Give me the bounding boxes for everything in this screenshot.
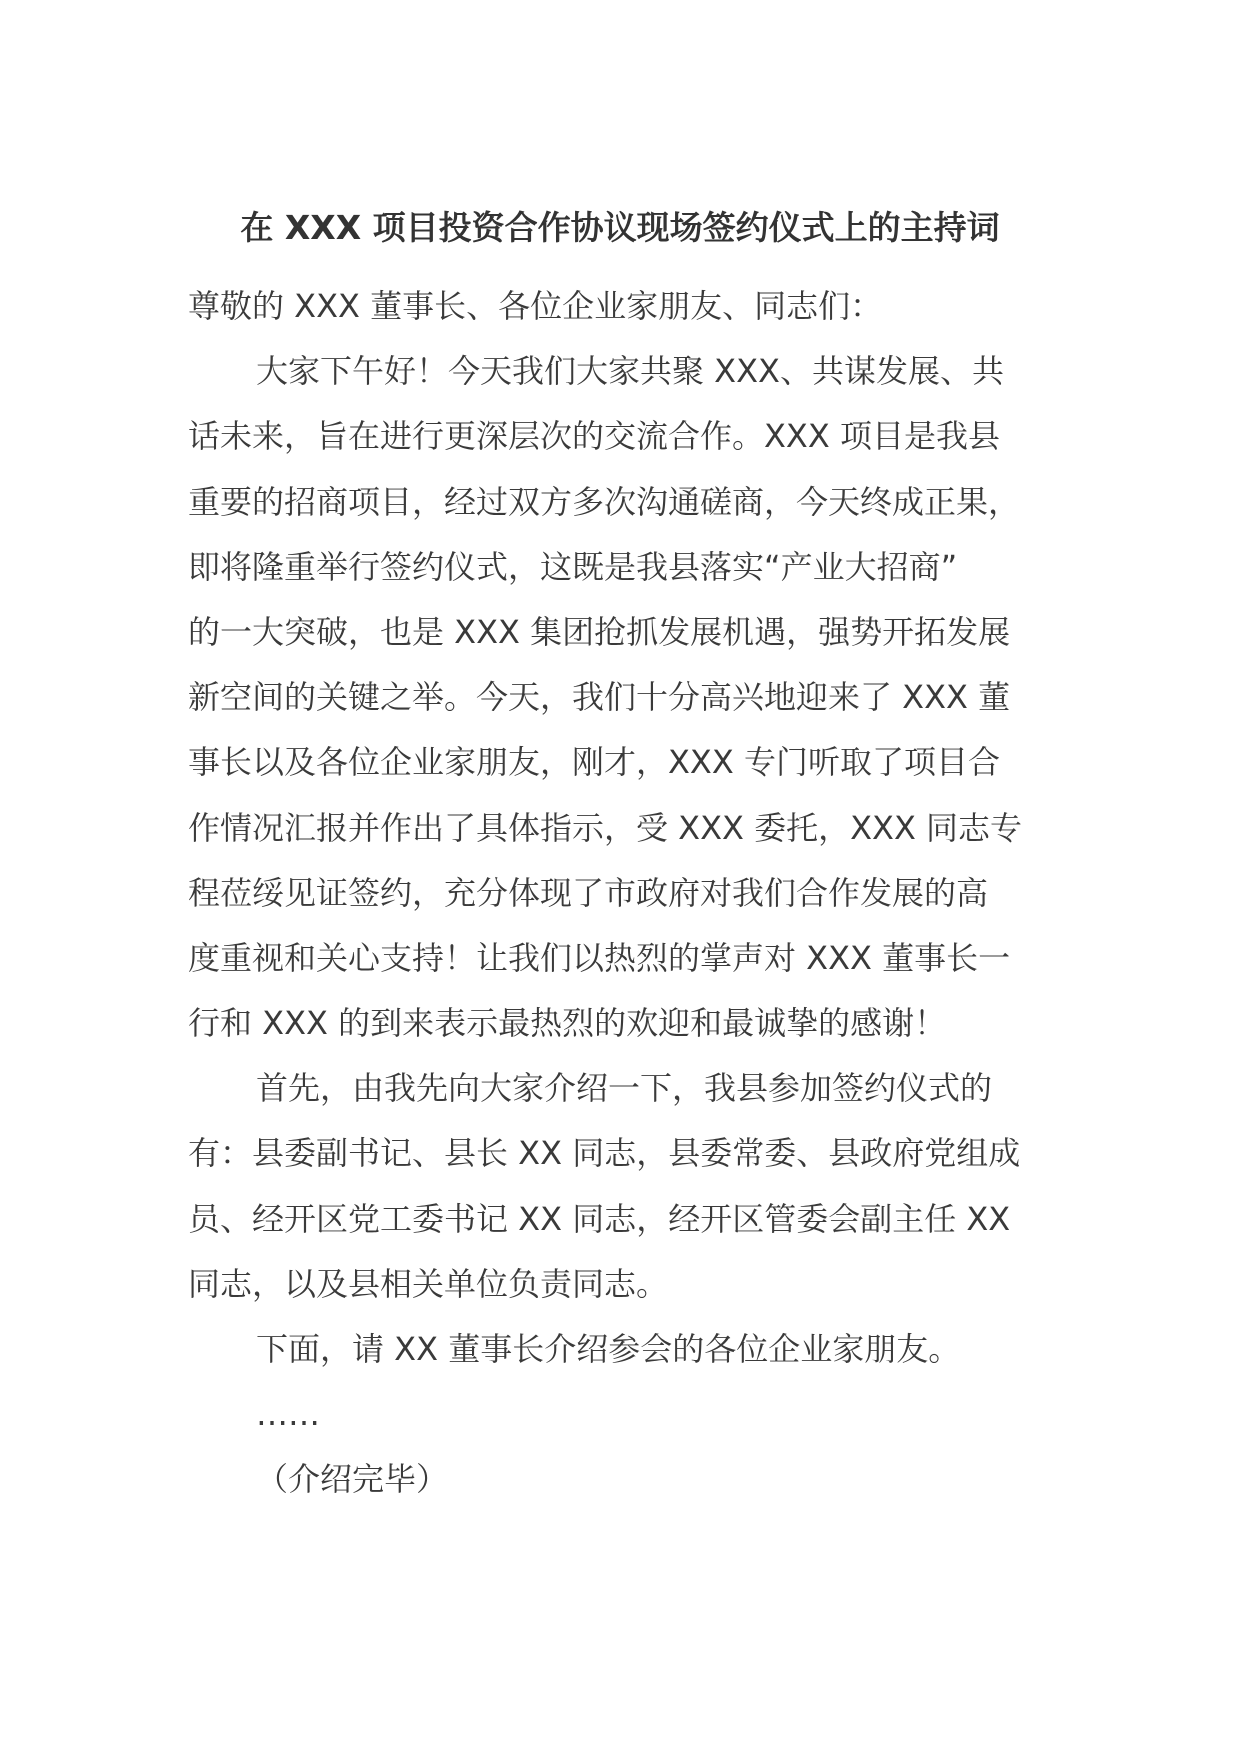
- text-line: 行和 XXX 的到来表示最热烈的欢迎和最诚挚的感谢！: [188, 1004, 947, 1043]
- text-line: 即将隆重举行签约仪式，这既是我县落实“产业大招商”: [188, 547, 958, 586]
- text-line: 首先，由我先向大家介绍一下，我县参加签约仪式的: [256, 1069, 993, 1108]
- text-line: 度重视和关心支持！让我们以热烈的掌声对 XXX 董事长一: [188, 938, 1011, 977]
- text-line: 同志，以及县相关单位负责同志。: [188, 1264, 669, 1303]
- text-line: 事长以及各位企业家朋友，刚才，XXX 专门听取了项目合: [188, 743, 1000, 782]
- text-line: 员、经开区党工委书记 XX 同志，经开区管委会副主任 XX: [188, 1199, 1011, 1238]
- text-line: 有：县委副书记、县长 XX 同志，县委常委、县政府党组成: [188, 1134, 1021, 1173]
- text-line: 新空间的关键之举。今天，我们十分高兴地迎来了 XXX 董: [188, 678, 1011, 717]
- document-body: [188, 274, 1058, 1513]
- text-line: 尊敬的 XXX 董事长、各位企业家朋友、同志们：: [188, 287, 883, 325]
- text-line: 的一大突破，也是 XXX 集团抢抓发展机遇，强势开拓发展: [188, 612, 1011, 651]
- text-line: 话未来，旨在进行更深层次的交流合作。XXX 项目是我县: [188, 417, 1000, 456]
- text-line: 作情况汇报并作出了具体指示，受 XXX 委托，XXX 同志专: [188, 808, 1023, 847]
- text-line: 下面，请 XX 董事长介绍参会的各位企业家朋友。: [256, 1330, 961, 1368]
- text-line: （介绍完毕）: [256, 1460, 449, 1499]
- text-line: ……: [256, 1395, 320, 1434]
- text-line: 大家下午好！今天我们大家共聚 XXX、共谋发展、共: [256, 352, 1004, 391]
- document-title: 在 XXX 项目投资合作协议现场签约仪式上的主持词: [240, 208, 1000, 247]
- text-line: 程莅绥见证签约，充分体现了市政府对我们合作发展的高: [188, 873, 989, 912]
- text-line: 重要的招商项目，经过双方多次沟通磋商，今天终成正果，: [188, 482, 1021, 521]
